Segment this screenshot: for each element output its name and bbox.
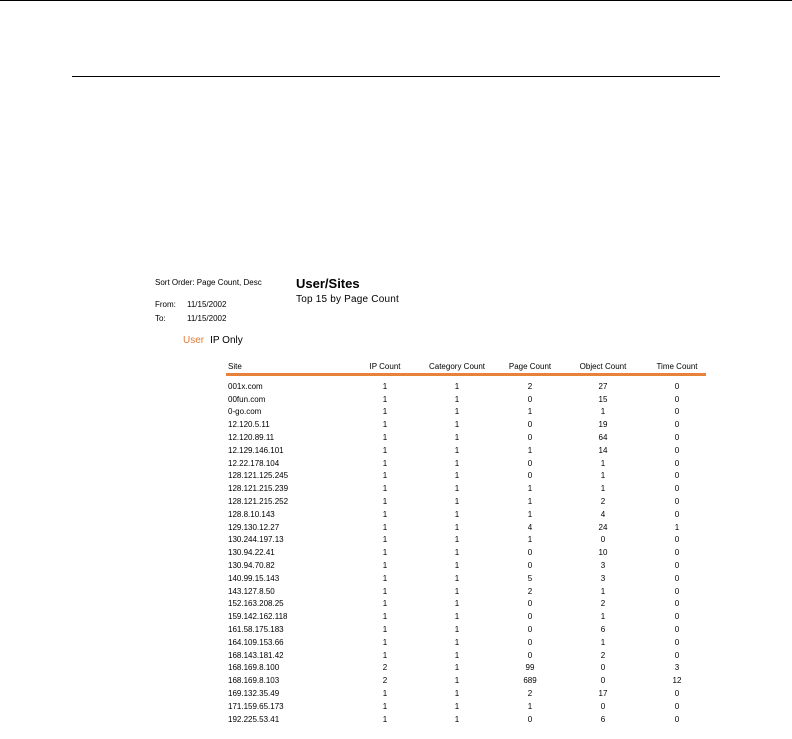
- cell-object-count: 1: [600, 637, 606, 647]
- cell-page-count: 1: [527, 484, 533, 494]
- cell-object-count: 1: [600, 471, 606, 481]
- cell-category-count: 1: [454, 433, 460, 443]
- cell-ip-count: 1: [382, 407, 388, 417]
- cell-time-count: 0: [674, 650, 680, 660]
- cell-page-count: 0: [527, 548, 533, 558]
- cell-site: 192.225.53.41: [228, 714, 280, 724]
- cell-ip-count: 1: [382, 445, 388, 455]
- table-row: [226, 687, 706, 700]
- cell-time-count: 0: [674, 394, 680, 404]
- table-row: [226, 623, 706, 636]
- cell-page-count: 0: [527, 394, 533, 404]
- cell-time-count: 0: [674, 433, 680, 443]
- cell-page-count: 4: [527, 522, 533, 532]
- table-row: [226, 470, 706, 483]
- cell-category-count: 1: [454, 509, 460, 519]
- cell-category-count: 1: [454, 420, 460, 430]
- cell-ip-count: 1: [382, 599, 388, 609]
- cell-ip-count: 1: [382, 471, 388, 481]
- cell-category-count: 1: [454, 689, 460, 699]
- cell-ip-count: 1: [382, 612, 388, 622]
- cell-object-count: 14: [598, 445, 608, 455]
- cell-page-count: 1: [527, 445, 533, 455]
- cell-object-count: 1: [600, 407, 606, 417]
- cell-page-count: 2: [527, 586, 533, 596]
- cell-time-count: 0: [674, 497, 680, 507]
- cell-time-count: 0: [674, 420, 680, 430]
- cell-page-count: 0: [527, 471, 533, 481]
- cell-object-count: 0: [600, 701, 606, 711]
- cell-ip-count: 1: [382, 573, 388, 583]
- cell-ip-count: 1: [382, 714, 388, 724]
- to-label: To:: [155, 314, 166, 323]
- table-header: [226, 359, 706, 376]
- cell-time-count: 0: [674, 561, 680, 571]
- from-date-row: [155, 300, 226, 309]
- col-object-count-header: Object Count: [579, 361, 627, 371]
- col-category-count-header: Category Count: [428, 361, 486, 371]
- cell-time-count: 0: [674, 484, 680, 494]
- cell-site: 159.142.162.118: [228, 612, 288, 622]
- cell-ip-count: 2: [382, 663, 388, 673]
- cell-site: 152.163.208.25: [228, 599, 284, 609]
- cell-page-count: 0: [527, 420, 533, 430]
- cell-time-count: 3: [674, 663, 680, 673]
- cell-object-count: 64: [598, 433, 608, 443]
- cell-object-count: 0: [600, 663, 606, 673]
- table-row: [226, 559, 706, 572]
- cell-category-count: 1: [454, 676, 460, 686]
- cell-site: 130.94.70.82: [228, 561, 275, 571]
- cell-time-count: 0: [674, 548, 680, 558]
- cell-object-count: 1: [600, 612, 606, 622]
- cell-category-count: 1: [454, 714, 460, 724]
- table-body: [226, 376, 706, 726]
- cell-object-count: 1: [600, 484, 606, 494]
- table-row: [226, 495, 706, 508]
- cell-page-count: 0: [527, 599, 533, 609]
- cell-category-count: 1: [454, 573, 460, 583]
- cell-site: 12.129.146.101: [228, 445, 284, 455]
- report-title: User/Sites: [296, 276, 360, 291]
- cell-site: 169.132.35.49: [228, 689, 280, 699]
- cell-category-count: 1: [454, 625, 460, 635]
- view-toggle: [183, 335, 243, 346]
- cell-time-count: 0: [674, 471, 680, 481]
- view-user-link[interactable]: User: [183, 335, 205, 346]
- to-date-row: [155, 314, 226, 323]
- cell-object-count: 3: [600, 561, 606, 571]
- cell-object-count: 15: [598, 394, 608, 404]
- cell-ip-count: 1: [382, 497, 388, 507]
- cell-site: 171.159.65.173: [228, 701, 284, 711]
- cell-site: 140.99.15.143: [228, 573, 280, 583]
- cell-site: 161.58.175.183: [228, 625, 284, 635]
- cell-page-count: 0: [527, 625, 533, 635]
- cell-object-count: 19: [598, 420, 608, 430]
- cell-ip-count: 2: [382, 676, 388, 686]
- cell-category-count: 1: [454, 599, 460, 609]
- cell-time-count: 0: [674, 637, 680, 647]
- cell-ip-count: 1: [382, 535, 388, 545]
- cell-category-count: 1: [454, 458, 460, 468]
- cell-site: 129.130.12.27: [228, 522, 280, 532]
- cell-site: 168.143.181.42: [228, 650, 284, 660]
- cell-object-count: 6: [600, 625, 606, 635]
- cell-site: 168.169.8.103: [228, 676, 280, 686]
- cell-ip-count: 1: [382, 394, 388, 404]
- report-subtitle: Top 15 by Page Count: [296, 294, 399, 305]
- table-row: [226, 662, 706, 675]
- cell-time-count: 12: [672, 676, 682, 686]
- table-row: [226, 700, 706, 713]
- view-ip-only-link[interactable]: IP Only: [210, 335, 243, 346]
- cell-time-count: 0: [674, 458, 680, 468]
- cell-object-count: 0: [600, 535, 606, 545]
- cell-time-count: 0: [674, 535, 680, 545]
- table-row: [226, 534, 706, 547]
- cell-site: 130.244.197.13: [228, 535, 284, 545]
- cell-category-count: 1: [454, 650, 460, 660]
- table-row: [226, 508, 706, 521]
- cell-ip-count: 1: [382, 689, 388, 699]
- cell-site: 00fun.com: [228, 394, 266, 404]
- top-border: [0, 0, 792, 1]
- cell-page-count: 1: [527, 535, 533, 545]
- table-row: [226, 521, 706, 534]
- col-site-header: Site: [228, 361, 242, 371]
- cell-page-count: 1: [527, 407, 533, 417]
- cell-time-count: 0: [674, 586, 680, 596]
- table-row: [226, 585, 706, 598]
- page-header-divider: [72, 76, 720, 77]
- cell-object-count: 1: [600, 586, 606, 596]
- table-row: [226, 457, 706, 470]
- cell-object-count: 4: [600, 509, 606, 519]
- cell-site: 130.94.22.41: [228, 548, 275, 558]
- table-row: [226, 393, 706, 406]
- cell-page-count: 0: [527, 612, 533, 622]
- cell-page-count: 99: [525, 663, 535, 673]
- cell-ip-count: 1: [382, 433, 388, 443]
- table-row: [226, 636, 706, 649]
- cell-category-count: 1: [454, 471, 460, 481]
- cell-object-count: 2: [600, 650, 606, 660]
- col-page-count-header: Page Count: [508, 361, 552, 371]
- cell-time-count: 0: [674, 599, 680, 609]
- table-row: [226, 406, 706, 419]
- cell-object-count: 6: [600, 714, 606, 724]
- table-row: [226, 598, 706, 611]
- cell-time-count: 0: [674, 381, 680, 391]
- cell-page-count: 0: [527, 433, 533, 443]
- cell-ip-count: 1: [382, 420, 388, 430]
- cell-page-count: 2: [527, 689, 533, 699]
- cell-page-count: 1: [527, 701, 533, 711]
- cell-category-count: 1: [454, 612, 460, 622]
- cell-ip-count: 1: [382, 637, 388, 647]
- cell-site: 128.121.215.239: [228, 484, 289, 494]
- cell-page-count: 0: [527, 714, 533, 724]
- sort-order-label: Sort Order: Page Count, Desc: [155, 278, 262, 287]
- cell-site: 164.109.153.66: [228, 637, 284, 647]
- cell-category-count: 1: [454, 394, 460, 404]
- cell-category-count: 1: [454, 484, 460, 494]
- cell-category-count: 1: [454, 407, 460, 417]
- cell-page-count: 0: [527, 650, 533, 660]
- cell-page-count: 2: [527, 381, 533, 391]
- cell-category-count: 1: [454, 586, 460, 596]
- cell-time-count: 0: [674, 714, 680, 724]
- cell-object-count: 1: [600, 458, 606, 468]
- sites-table: [226, 359, 706, 726]
- cell-category-count: 1: [454, 637, 460, 647]
- cell-time-count: 0: [674, 407, 680, 417]
- table-row: [226, 546, 706, 559]
- cell-ip-count: 1: [382, 509, 388, 519]
- cell-object-count: 2: [600, 599, 606, 609]
- cell-page-count: 0: [527, 561, 533, 571]
- cell-site: 0-go.com: [228, 407, 262, 417]
- cell-site: 12.120.5.11: [228, 420, 270, 430]
- cell-ip-count: 1: [382, 586, 388, 596]
- cell-ip-count: 1: [382, 625, 388, 635]
- cell-category-count: 1: [454, 663, 460, 673]
- cell-object-count: 24: [598, 522, 608, 532]
- cell-site: 128.8.10.143: [228, 509, 275, 519]
- cell-time-count: 0: [674, 509, 680, 519]
- col-ip-count-header: IP Count: [369, 361, 401, 371]
- cell-page-count: 0: [527, 458, 533, 468]
- cell-site: 143.127.8.50: [228, 586, 275, 596]
- cell-category-count: 1: [454, 548, 460, 558]
- cell-ip-count: 1: [382, 548, 388, 558]
- cell-site: 168.169.8.100: [228, 663, 280, 673]
- cell-ip-count: 1: [382, 701, 388, 711]
- cell-time-count: 0: [674, 573, 680, 583]
- table-row: [226, 713, 706, 726]
- table-row: [226, 674, 706, 687]
- cell-time-count: 0: [674, 689, 680, 699]
- cell-category-count: 1: [454, 561, 460, 571]
- from-label: From:: [155, 300, 176, 309]
- cell-object-count: 3: [600, 573, 606, 583]
- table-row: [226, 649, 706, 662]
- cell-object-count: 27: [598, 381, 608, 391]
- col-time-count-header: Time Count: [656, 361, 698, 371]
- cell-object-count: 10: [598, 548, 608, 558]
- cell-page-count: 5: [527, 573, 533, 583]
- cell-page-count: 1: [527, 497, 533, 507]
- cell-page-count: 0: [527, 637, 533, 647]
- cell-category-count: 1: [454, 701, 460, 711]
- to-date: 11/15/2002: [187, 314, 227, 323]
- cell-site: 128.121.125.245: [228, 471, 289, 481]
- from-date: 11/15/2002: [187, 300, 227, 309]
- cell-time-count: 0: [674, 625, 680, 635]
- cell-site: 12.120.89.11: [228, 433, 275, 443]
- cell-ip-count: 1: [382, 484, 388, 494]
- cell-ip-count: 1: [382, 381, 388, 391]
- cell-object-count: 17: [598, 689, 608, 699]
- table-row: [226, 482, 706, 495]
- cell-object-count: 2: [600, 497, 606, 507]
- cell-site: 001x.com: [228, 381, 263, 391]
- cell-ip-count: 1: [382, 458, 388, 468]
- cell-time-count: 0: [674, 612, 680, 622]
- table-row: [226, 431, 706, 444]
- cell-site: 128.121.215.252: [228, 497, 289, 507]
- cell-category-count: 1: [454, 535, 460, 545]
- cell-time-count: 0: [674, 445, 680, 455]
- table-row: [226, 444, 706, 457]
- cell-category-count: 1: [454, 381, 460, 391]
- cell-time-count: 0: [674, 701, 680, 711]
- cell-site: 12.22.178.104: [228, 458, 280, 468]
- cell-category-count: 1: [454, 522, 460, 532]
- cell-category-count: 1: [454, 445, 460, 455]
- cell-ip-count: 1: [382, 561, 388, 571]
- table-row: [226, 418, 706, 431]
- cell-category-count: 1: [454, 497, 460, 507]
- cell-page-count: 689: [523, 676, 537, 686]
- table-row: [226, 610, 706, 623]
- table-row: [226, 572, 706, 585]
- table-row: [226, 380, 706, 393]
- cell-ip-count: 1: [382, 522, 388, 532]
- cell-page-count: 1: [527, 509, 533, 519]
- cell-time-count: 1: [674, 522, 680, 532]
- cell-ip-count: 1: [382, 650, 388, 660]
- cell-object-count: 0: [600, 676, 606, 686]
